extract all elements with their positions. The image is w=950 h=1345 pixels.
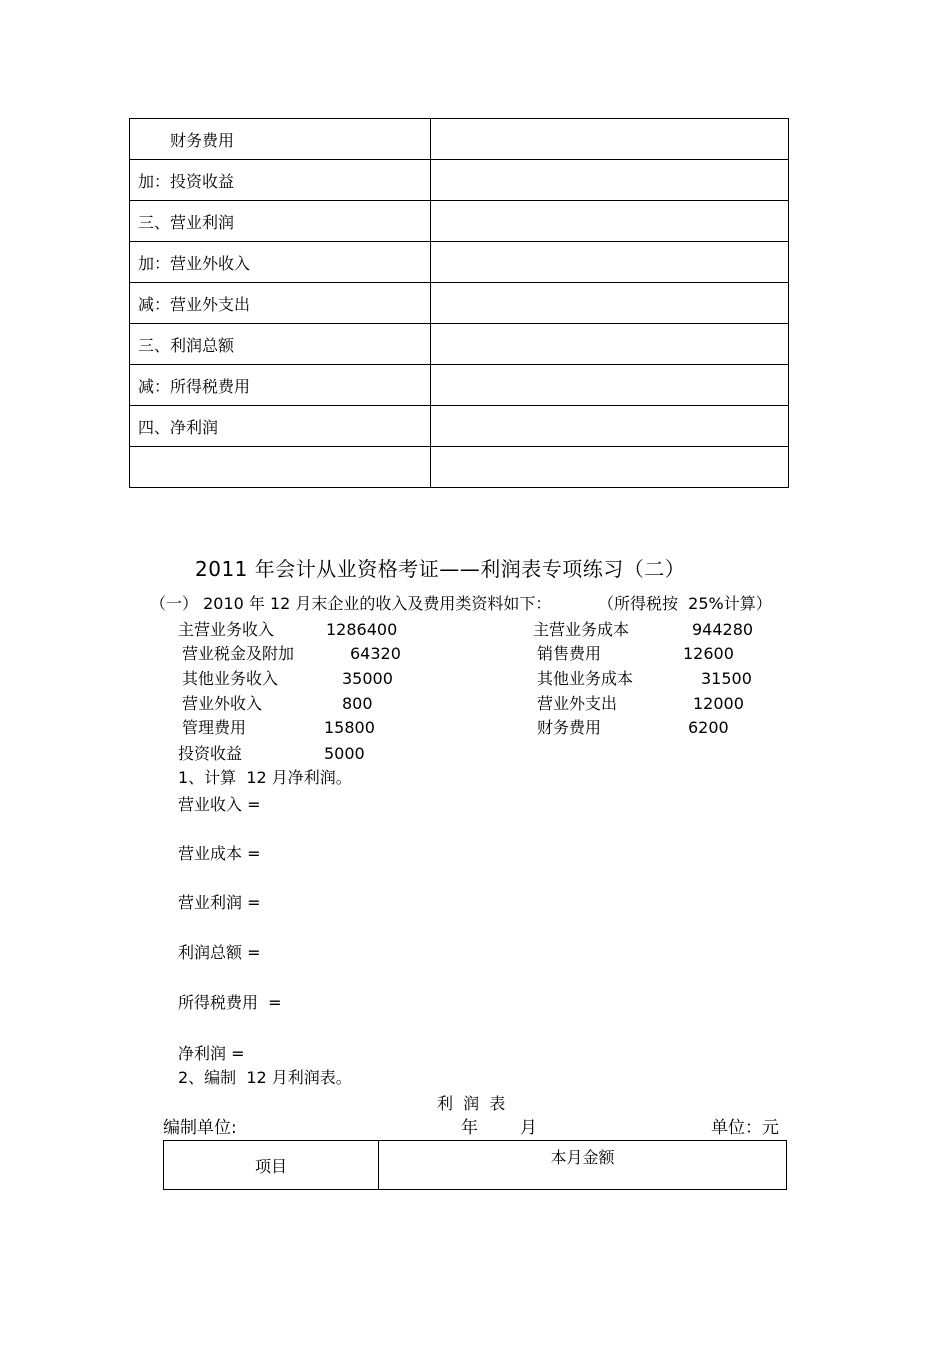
- question-2: 2、编制 12 月利润表。: [178, 1068, 352, 1087]
- calc-line: 利润总额 =: [178, 943, 261, 962]
- row-label: [130, 242, 431, 283]
- item-value: 5000: [324, 744, 365, 763]
- table-row: [130, 324, 789, 365]
- item-value: 15800: [324, 718, 375, 737]
- column-header-amount: 本月金额: [379, 1141, 787, 1190]
- calc-line: 净利润 =: [178, 1044, 245, 1063]
- item-value: 12600: [683, 644, 734, 663]
- row-value: [431, 242, 789, 283]
- table-row: [130, 283, 789, 324]
- item-value: 12000: [693, 694, 744, 713]
- item-name: 主营业务成本: [533, 620, 630, 639]
- row-label-text: [130, 458, 138, 477]
- item-value: 31500: [701, 669, 752, 688]
- calc-line: 营业收入 =: [178, 795, 261, 814]
- year-label: 年: [461, 1118, 478, 1138]
- profit-report-table: [163, 1140, 787, 1190]
- row-value: [431, 324, 789, 365]
- table-row: [130, 242, 789, 283]
- item-name: 其他业务成本: [537, 669, 634, 688]
- table-row: [130, 160, 789, 201]
- row-value: [431, 201, 789, 242]
- calc-line: 所得税费用 =: [178, 993, 282, 1012]
- row-value: [431, 406, 789, 447]
- currency-unit-label: 单位：元: [711, 1118, 779, 1138]
- row-label: [130, 283, 431, 324]
- item-name: 营业外收入: [182, 694, 263, 713]
- row-label-text: 减：所得税费用: [138, 376, 251, 396]
- month-label: 月: [520, 1118, 537, 1138]
- row-value: [431, 160, 789, 201]
- page-title: 2011 年会计从业资格考证——利润表专项练习（二）: [195, 557, 686, 581]
- item-name: 管理费用: [182, 718, 247, 737]
- table-header-row: [164, 1141, 787, 1190]
- row-label-text: 财务费用: [138, 130, 235, 150]
- table-row: [130, 447, 789, 488]
- row-label: [130, 447, 431, 488]
- row-label: [130, 324, 431, 365]
- item-name: 营业外支出: [537, 694, 618, 713]
- report-title: 利 润 表: [437, 1094, 506, 1113]
- item-name: 销售费用: [537, 644, 602, 663]
- row-label-text: 三、营业利润: [138, 212, 235, 232]
- calc-line: 营业成本 =: [178, 844, 261, 863]
- table-row: [130, 365, 789, 406]
- row-label-text: 减：营业外支出: [138, 294, 251, 314]
- question-1: 1、计算 12 月净利润。: [178, 768, 352, 787]
- item-value: 6200: [688, 718, 729, 737]
- item-value: 944280: [692, 620, 754, 639]
- row-label: [130, 201, 431, 242]
- tax-note: （所得税按 25%计算）: [598, 594, 772, 613]
- row-label: [130, 365, 431, 406]
- row-label-text: 三、利润总额: [138, 335, 235, 355]
- table-row: [130, 201, 789, 242]
- row-value: [431, 365, 789, 406]
- table-row: [130, 119, 789, 160]
- item-value: 1286400: [326, 620, 398, 639]
- item-name: 营业税金及附加: [182, 644, 295, 663]
- row-label: [130, 119, 431, 160]
- item-value: 800: [342, 694, 373, 713]
- row-value: [431, 447, 789, 488]
- income-statement-table: [129, 118, 789, 488]
- compiling-unit-label: 编制单位:: [163, 1118, 237, 1138]
- table-row: [130, 406, 789, 447]
- item-name: 投资收益: [178, 744, 243, 763]
- row-label-text: 加：投资收益: [138, 171, 235, 191]
- item-name: 财务费用: [537, 718, 602, 737]
- item-value: 35000: [342, 669, 393, 688]
- row-label: [130, 406, 431, 447]
- calc-line: 营业利润 =: [178, 893, 261, 912]
- row-label: [130, 160, 431, 201]
- item-value: 64320: [350, 644, 401, 663]
- row-value: [431, 119, 789, 160]
- item-name: 主营业务收入: [178, 620, 275, 639]
- intro-text: （一） 2010 年 12 月末企业的收入及费用类资料如下：: [150, 594, 552, 613]
- row-label-text: 加：营业外收入: [138, 253, 251, 273]
- column-header-item: 项目: [164, 1141, 379, 1190]
- row-label-text: 四、净利润: [138, 417, 219, 437]
- row-value: [431, 283, 789, 324]
- item-name: 其他业务收入: [182, 669, 279, 688]
